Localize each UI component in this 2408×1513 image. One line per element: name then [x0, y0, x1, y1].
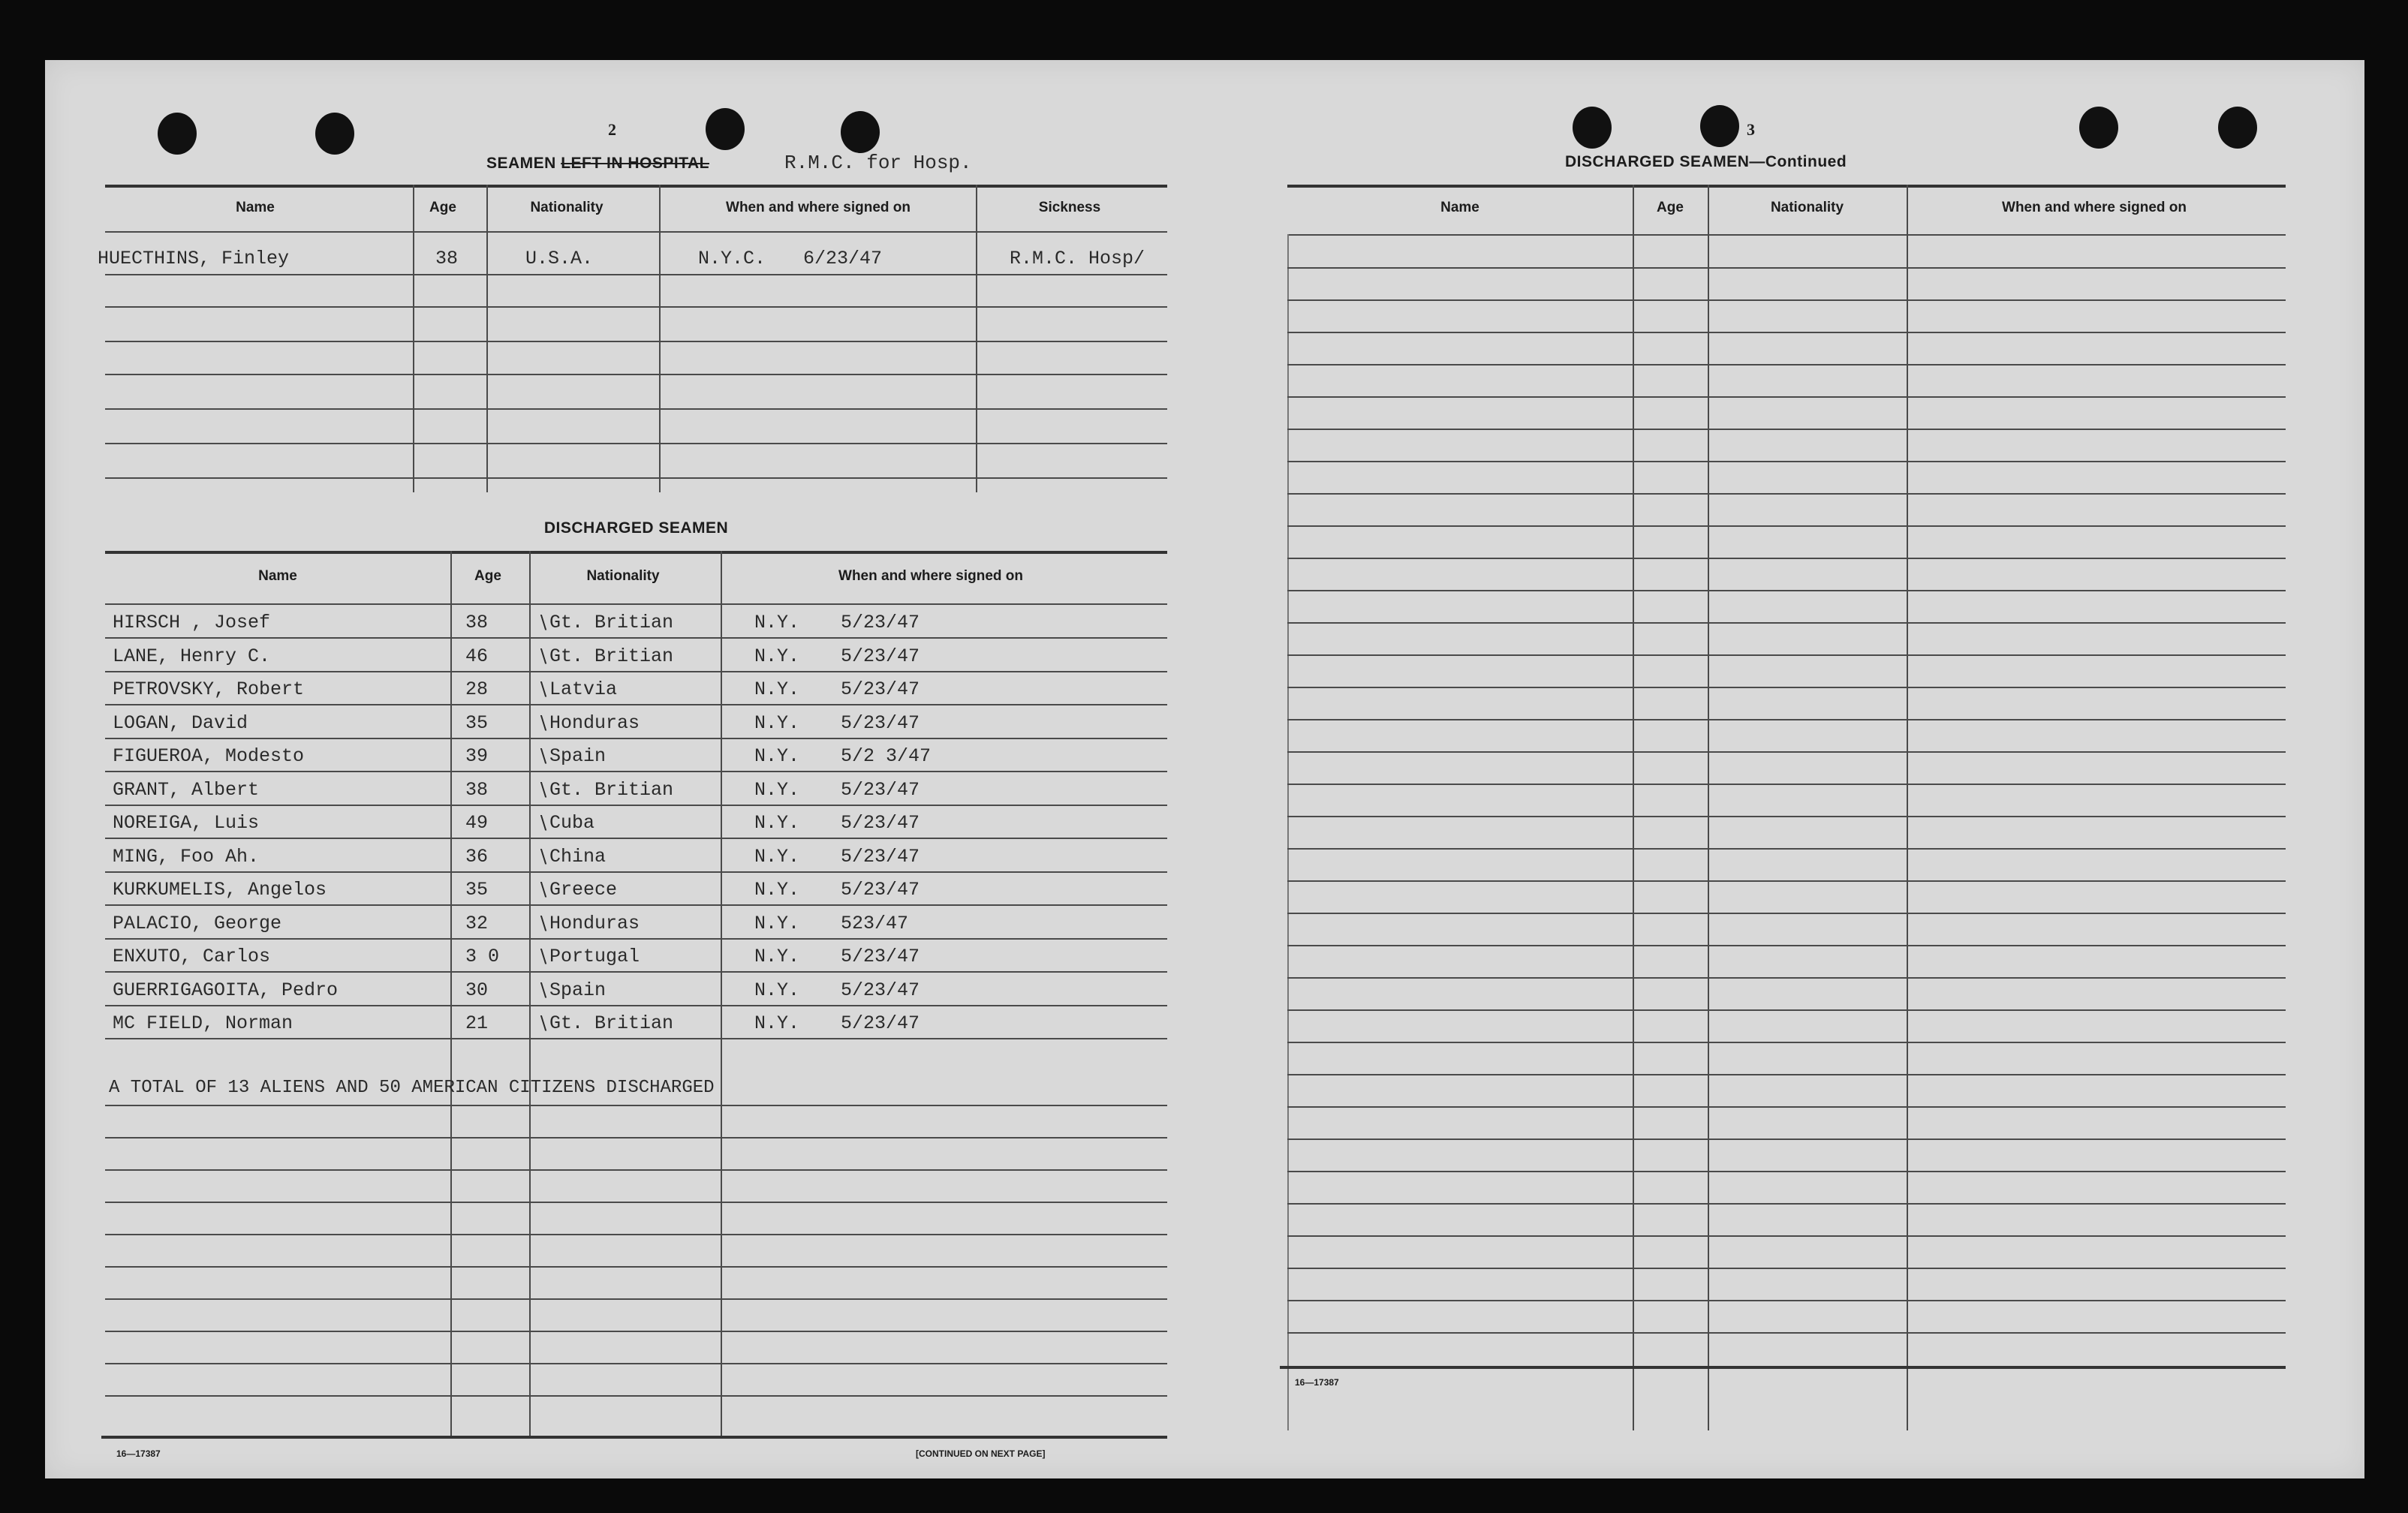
- ruled-line: [1287, 945, 2286, 946]
- seaman-place: N.Y.: [754, 645, 800, 667]
- ruled-line: [105, 1038, 1167, 1039]
- hospital-name: HUECTHINS, Finley: [98, 248, 290, 269]
- ruled-line: [1287, 558, 2286, 559]
- heading-annotation: R.M.C. for Hosp.: [784, 152, 972, 174]
- column-header: Name: [1440, 200, 1479, 215]
- ruled-line: [1287, 1300, 2286, 1301]
- seaman-place: N.Y.: [754, 1012, 800, 1034]
- seaman-nationality: Spain: [549, 745, 607, 767]
- ruled-line: [1287, 848, 2286, 850]
- continued-note: [CONTINUED ON NEXT PAGE]: [916, 1448, 1046, 1459]
- ruled-line: [105, 871, 1167, 873]
- form-number: 16—17387: [116, 1448, 161, 1459]
- ruled-line: [105, 1169, 1167, 1171]
- check-mark: ∖: [537, 679, 549, 700]
- ruled-line: [105, 637, 1167, 639]
- seaman-name: MING, Foo Ah.: [113, 846, 260, 868]
- document-sheet: [45, 60, 2364, 1478]
- column-header: Name: [236, 200, 275, 215]
- seaman-nationality: Cuba: [549, 812, 595, 834]
- ruled-line: [105, 1005, 1167, 1006]
- column-header: Age: [1657, 200, 1684, 215]
- seaman-place: N.Y.: [754, 979, 800, 1001]
- seaman-name: PALACIO, George: [113, 913, 282, 934]
- ruled-line: [1287, 429, 2286, 430]
- ruled-line: [1287, 1235, 2286, 1237]
- seaman-date: 5/2 3/47: [841, 745, 932, 767]
- seaman-place: N.Y.: [754, 913, 800, 934]
- seaman-nationality: Greece: [549, 879, 618, 901]
- seaman-date: 5/23/47: [841, 1012, 920, 1034]
- ruled-line: [1287, 654, 2286, 656]
- seaman-age: 46: [465, 645, 489, 667]
- ruled-line: [1287, 719, 2286, 720]
- ruled-line: [1287, 1074, 2286, 1075]
- seaman-place: N.Y.: [754, 812, 800, 834]
- seaman-nationality: China: [549, 846, 607, 868]
- column-header: Nationality: [586, 568, 660, 584]
- column-divider: [486, 185, 488, 492]
- seaman-age: 38: [465, 612, 489, 633]
- column-divider: [529, 551, 531, 1436]
- seaman-name: LOGAN, David: [113, 712, 248, 734]
- seaman-name: ENXUTO, Carlos: [113, 946, 271, 967]
- seaman-name: KURKUMELIS, Angelos: [113, 879, 327, 901]
- seaman-age: 35: [465, 712, 489, 734]
- ruled-line: [105, 1202, 1167, 1203]
- seaman-place: N.Y.: [754, 712, 800, 734]
- ruled-line: [105, 704, 1167, 705]
- column-divider: [450, 551, 452, 1436]
- page-number: 3: [1747, 120, 1755, 139]
- ruled-line: [1287, 525, 2286, 527]
- column-divider: [1633, 185, 1634, 1430]
- ruled-line: [1287, 880, 2286, 882]
- seaman-date: 5/23/47: [841, 678, 920, 700]
- ruled-line: [1287, 687, 2286, 688]
- heading-prefix: SEAMEN: [486, 155, 561, 172]
- table-rule: [105, 185, 1167, 188]
- seaman-date: 5/23/47: [841, 846, 920, 868]
- column-divider: [413, 185, 414, 492]
- column-divider: [1287, 234, 1289, 1430]
- ruled-line: [105, 1105, 1167, 1106]
- seaman-nationality: Latvia: [549, 678, 618, 700]
- seaman-place: N.Y.: [754, 745, 800, 767]
- table-rule: [105, 231, 1167, 233]
- punch-hole: [158, 113, 197, 155]
- seaman-name: MC FIELD, Norman: [113, 1012, 293, 1034]
- ruled-line: [1287, 1268, 2286, 1269]
- ruled-line: [1287, 977, 2286, 979]
- seaman-name: NOREIGA, Luis: [113, 812, 260, 834]
- seaman-name: LANE, Henry C.: [113, 645, 271, 667]
- seaman-date: 5/23/47: [841, 612, 920, 633]
- check-mark: ∖: [537, 612, 549, 633]
- hospital-date: 6/23/47: [803, 248, 883, 269]
- seaman-date: 5/23/47: [841, 946, 920, 967]
- seaman-place: N.Y.: [754, 879, 800, 901]
- seaman-nationality: Portugal: [549, 946, 640, 967]
- total-line: A TOTAL OF 13 ALIENS AND 50 AMERICAN CITIZENS DISCHARGED: [109, 1078, 715, 1098]
- continued-heading: DISCHARGED SEAMEN—Continued: [1565, 153, 1847, 170]
- punch-hole: [706, 108, 745, 150]
- ruled-line: [1287, 267, 2286, 269]
- seaman-place: N.Y.: [754, 946, 800, 967]
- ruled-line: [1287, 1139, 2286, 1140]
- seaman-place: N.Y.: [754, 678, 800, 700]
- table-rule: [1287, 234, 2286, 236]
- ruled-line: [105, 341, 1167, 342]
- page-number: 2: [608, 120, 616, 139]
- check-mark: ∖: [537, 946, 549, 967]
- ruled-line: [105, 306, 1167, 308]
- ruled-line: [105, 443, 1167, 444]
- ruled-line: [105, 1395, 1167, 1397]
- form-number: 16—17387: [1295, 1377, 1339, 1388]
- ruled-line: [105, 904, 1167, 906]
- seaman-nationality: Gt. Britian: [549, 1012, 674, 1034]
- check-mark: ∖: [537, 880, 549, 901]
- seaman-nationality: Honduras: [549, 913, 640, 934]
- seaman-place: N.Y.: [754, 779, 800, 801]
- ruled-line: [105, 1363, 1167, 1364]
- seaman-age: 28: [465, 678, 489, 700]
- ruled-line: [105, 971, 1167, 973]
- ruled-line: [1287, 1009, 2286, 1011]
- ruled-line: [105, 805, 1167, 806]
- hospital-sickness: R.M.C. Hosp/: [1010, 248, 1145, 269]
- column-header: Age: [474, 568, 501, 584]
- hospital-section-heading: [486, 155, 709, 173]
- punch-hole: [2218, 107, 2257, 149]
- column-header: Sickness: [1038, 200, 1101, 215]
- seaman-date: 5/23/47: [841, 712, 920, 734]
- seaman-age: 36: [465, 846, 489, 868]
- ruled-line: [1287, 913, 2286, 914]
- seaman-date: 523/47: [841, 913, 909, 934]
- check-mark: ∖: [537, 1013, 549, 1034]
- ruled-line: [1287, 299, 2286, 301]
- hospital-age: 38: [435, 248, 459, 269]
- seaman-age: 3 0: [465, 946, 500, 967]
- ruled-line: [105, 1331, 1167, 1332]
- punch-hole: [1573, 107, 1612, 149]
- ruled-line: [1287, 590, 2286, 591]
- seaman-date: 5/23/47: [841, 979, 920, 1001]
- ruled-line: [1287, 493, 2286, 495]
- table-bottom-rule: [1280, 1366, 2286, 1369]
- ruled-line: [105, 771, 1167, 772]
- seaman-nationality: Spain: [549, 979, 607, 1001]
- hospital-nationality: U.S.A.: [525, 248, 594, 269]
- ruled-line: [105, 274, 1167, 275]
- seaman-age: 35: [465, 879, 489, 901]
- ruled-line: [1287, 751, 2286, 753]
- ruled-line: [1287, 1171, 2286, 1172]
- punch-hole: [315, 113, 354, 155]
- seaman-name: HIRSCH , Josef: [113, 612, 271, 633]
- right-page: [1205, 60, 2364, 1478]
- check-mark: ∖: [537, 713, 549, 734]
- column-header: Name: [258, 568, 297, 584]
- heading-struck-text: LEFT IN HOSPITAL: [561, 155, 709, 172]
- ruled-line: [1287, 1106, 2286, 1108]
- check-mark: ∖: [537, 646, 549, 667]
- ruled-line: [105, 938, 1167, 940]
- punch-hole: [2079, 107, 2118, 149]
- check-mark: ∖: [537, 780, 549, 801]
- table-rule: [105, 551, 1167, 554]
- ruled-line: [105, 408, 1167, 410]
- punch-hole: [841, 111, 880, 153]
- ruled-line: [105, 1234, 1167, 1235]
- ruled-line: [1287, 332, 2286, 333]
- ruled-line: [1287, 1332, 2286, 1334]
- ruled-line: [1287, 461, 2286, 462]
- ruled-line: [1287, 816, 2286, 817]
- column-header: Age: [429, 200, 456, 215]
- column-divider: [721, 551, 722, 1436]
- seaman-place: N.Y.: [754, 846, 800, 868]
- seaman-age: 21: [465, 1012, 489, 1034]
- ruled-line: [1287, 364, 2286, 365]
- seaman-age: 38: [465, 779, 489, 801]
- ruled-line: [1287, 622, 2286, 624]
- check-mark: ∖: [537, 980, 549, 1001]
- ruled-line: [1287, 784, 2286, 785]
- seaman-nationality: Honduras: [549, 712, 640, 734]
- column-divider: [659, 185, 661, 492]
- ruled-line: [105, 1137, 1167, 1139]
- seaman-date: 5/23/47: [841, 812, 920, 834]
- check-mark: ∖: [537, 847, 549, 868]
- table-bottom-rule: [101, 1436, 1167, 1439]
- column-header: When and where signed on: [838, 568, 1023, 584]
- ruled-line: [105, 477, 1167, 479]
- column-header: Nationality: [1770, 200, 1844, 215]
- seaman-age: 30: [465, 979, 489, 1001]
- seaman-nationality: Gt. Britian: [549, 612, 674, 633]
- seaman-nationality: Gt. Britian: [549, 779, 674, 801]
- check-mark: ∖: [537, 813, 549, 834]
- column-header: When and where signed on: [2002, 200, 2187, 215]
- ruled-line: [105, 1298, 1167, 1300]
- ruled-line: [1287, 1203, 2286, 1205]
- seaman-age: 32: [465, 913, 489, 934]
- table-rule: [105, 603, 1167, 605]
- column-header: Nationality: [530, 200, 604, 215]
- column-header: When and where signed on: [726, 200, 911, 215]
- check-mark: ∖: [537, 913, 549, 934]
- seaman-age: 39: [465, 745, 489, 767]
- column-divider: [1907, 185, 1908, 1430]
- discharged-heading: DISCHARGED SEAMEN: [543, 519, 729, 537]
- seaman-place: N.Y.: [754, 612, 800, 633]
- seaman-date: 5/23/47: [841, 779, 920, 801]
- seaman-date: 5/23/47: [841, 645, 920, 667]
- hospital-place: N.Y.C.: [698, 248, 766, 269]
- table-rule: [1287, 185, 2286, 188]
- left-page: [45, 60, 1205, 1478]
- punch-hole: [1700, 105, 1739, 147]
- ruled-line: [105, 374, 1167, 375]
- seaman-name: FIGUEROA, Modesto: [113, 745, 305, 767]
- ruled-line: [105, 838, 1167, 839]
- seaman-name: GUERRIGAGOITA, Pedro: [113, 979, 339, 1001]
- ruled-line: [105, 671, 1167, 672]
- ruled-line: [105, 738, 1167, 739]
- seaman-age: 49: [465, 812, 489, 834]
- seaman-nationality: Gt. Britian: [549, 645, 674, 667]
- ruled-line: [105, 1266, 1167, 1268]
- ruled-line: [1287, 1042, 2286, 1043]
- seaman-date: 5/23/47: [841, 879, 920, 901]
- seaman-name: GRANT, Albert: [113, 779, 260, 801]
- column-divider: [976, 185, 977, 492]
- ruled-line: [1287, 396, 2286, 398]
- seaman-name: PETROVSKY, Robert: [113, 678, 305, 700]
- column-divider: [1708, 185, 1709, 1430]
- check-mark: ∖: [537, 746, 549, 767]
